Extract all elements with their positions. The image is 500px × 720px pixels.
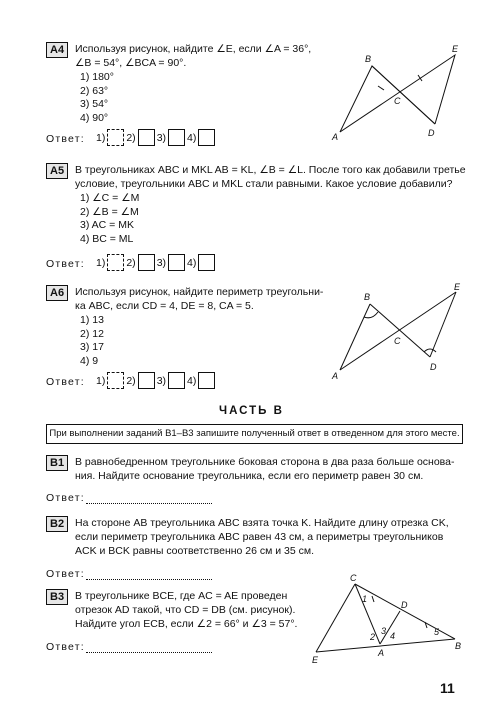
slot-label: 4) bbox=[187, 131, 197, 144]
task-a4-line2: ∠B = 54°, ∠BCA = 90°. bbox=[75, 57, 187, 69]
option: 1) ∠C = ∠M bbox=[80, 192, 140, 204]
slot-label: 1) bbox=[96, 374, 106, 387]
option: 4) 90° bbox=[80, 111, 109, 124]
vertex-label-b: B bbox=[364, 292, 371, 302]
task-b1-tag: В1 bbox=[46, 455, 68, 471]
task-a4-options bbox=[80, 71, 114, 125]
task-b3-answer-line[interactable] bbox=[86, 652, 212, 653]
slot-label: 4) bbox=[187, 256, 197, 269]
slot-label: 1) bbox=[96, 256, 106, 269]
answer-box[interactable] bbox=[107, 372, 124, 389]
option: 4) BC = ML bbox=[80, 232, 134, 245]
task-a5-text bbox=[75, 163, 475, 191]
task-a6-line1: Используя рисунок, найдите периметр треугольни- bbox=[75, 286, 324, 298]
task-b3-line3: Найдите угол ECB, если ∠2 = 66° и ∠3 = 57°. bbox=[75, 618, 298, 630]
option: 4) 9 bbox=[80, 354, 99, 367]
option: 1) 13 bbox=[80, 314, 104, 326]
task-b3-text bbox=[75, 589, 315, 631]
task-a4-answer-boxes bbox=[96, 129, 217, 146]
option: 2) 63° bbox=[80, 84, 109, 97]
angle-label: 2 bbox=[370, 632, 376, 642]
task-a4-line1: Используя рисунок, найдите ∠E, если ∠A = 36°, bbox=[75, 43, 312, 55]
task-a6-options bbox=[80, 314, 104, 368]
option: 2) ∠B = ∠M bbox=[80, 205, 139, 218]
slot-label: 4) bbox=[187, 374, 197, 387]
option: 3) 17 bbox=[80, 341, 104, 353]
option: 1) 180° bbox=[80, 71, 114, 83]
option: 2) 12 bbox=[80, 327, 104, 340]
answer-box[interactable] bbox=[138, 129, 155, 146]
answer-label: Ответ: bbox=[46, 641, 85, 653]
task-a5-tag: A5 bbox=[46, 163, 68, 179]
task-a6-answer-boxes bbox=[96, 372, 217, 389]
task-a4-tag: A4 bbox=[46, 42, 68, 58]
task-a4-text bbox=[75, 42, 335, 70]
answer-box[interactable] bbox=[198, 372, 215, 389]
angle-label: 5 bbox=[434, 627, 440, 637]
vertex-label-e: E bbox=[312, 655, 319, 665]
answer-box[interactable] bbox=[168, 129, 185, 146]
answer-label: Ответ: bbox=[46, 568, 85, 580]
angle-label: 1 bbox=[362, 594, 368, 604]
vertex-label-c: C bbox=[350, 573, 357, 583]
slot-label: 3) bbox=[156, 256, 167, 269]
task-b2-answer-line[interactable] bbox=[86, 579, 212, 580]
slot-label: 1) bbox=[96, 131, 106, 144]
vertex-label-a: A bbox=[378, 648, 385, 658]
answer-box[interactable] bbox=[198, 254, 215, 271]
task-a6-text bbox=[75, 285, 335, 313]
vertex-label-d: D bbox=[430, 362, 437, 372]
answer-box[interactable] bbox=[138, 254, 155, 271]
task-b3-line2: отрезок AD такой, что CD = DB (см. рисунок). bbox=[75, 604, 296, 616]
answer-box[interactable] bbox=[168, 372, 185, 389]
vertex-label-c: C bbox=[394, 336, 401, 346]
task-b2-tag: В2 bbox=[46, 516, 68, 532]
answer-box[interactable] bbox=[168, 254, 185, 271]
task-a6-line2: ка ABC, если CD = 4, DE = 8, CA = 5. bbox=[75, 300, 254, 312]
task-a5-line2: условие, треугольники ABC и MKL стали равными. Какое условие добавили? bbox=[75, 178, 453, 190]
answer-box[interactable] bbox=[198, 129, 215, 146]
slot-label: 2) bbox=[126, 374, 136, 387]
vertex-label-a: A bbox=[332, 132, 339, 142]
task-b1-line2: ния. Найдите основание треугольника, если его периметр равен 30 см. bbox=[75, 470, 424, 482]
task-b2-line1: На стороне AB треугольника ABC взята точка K. Найдите длину отрезка CK, bbox=[75, 517, 449, 529]
answer-label: Ответ: bbox=[46, 133, 85, 145]
vertex-label-d: D bbox=[401, 600, 408, 610]
task-a6-figure bbox=[330, 282, 470, 382]
slot-label: 2) bbox=[126, 256, 136, 269]
task-a6-tag: A6 bbox=[46, 285, 68, 301]
vertex-label-e: E bbox=[452, 44, 459, 54]
vertex-label-d: D bbox=[428, 128, 435, 138]
vertex-label-c: C bbox=[394, 96, 401, 106]
answer-box[interactable] bbox=[107, 254, 124, 271]
task-a5-line1: В треугольниках ABC и MKL AB = KL, ∠B = ∠L. После того как добавили третье bbox=[75, 164, 466, 176]
option: 3) AC = MK bbox=[80, 219, 134, 231]
answer-box[interactable] bbox=[107, 129, 124, 146]
answer-box[interactable] bbox=[138, 372, 155, 389]
task-b3-line1: В треугольнике BCE, где AC = AE проведен bbox=[75, 590, 288, 602]
answer-label: Ответ: bbox=[46, 258, 85, 270]
answer-label: Ответ: bbox=[46, 492, 85, 504]
angle-label: 4 bbox=[390, 631, 396, 641]
task-b3-figure bbox=[310, 572, 470, 667]
part-b-heading: ЧАСТЬ В bbox=[219, 405, 284, 417]
vertex-label-e: E bbox=[454, 282, 461, 292]
task-b2-line2: если периметр треугольника ABC равен 43 см, а периметры треугольников bbox=[75, 531, 444, 543]
task-a5-answer-boxes bbox=[96, 254, 217, 271]
vertex-label-b: B bbox=[365, 54, 372, 64]
task-b1-answer-line[interactable] bbox=[86, 503, 212, 504]
option: 3) 54° bbox=[80, 98, 109, 110]
vertex-label-a: A bbox=[332, 371, 339, 381]
angle-label: 3 bbox=[381, 626, 387, 636]
slot-label: 2) bbox=[126, 131, 136, 144]
task-a5-options bbox=[80, 192, 139, 246]
task-a4-figure bbox=[330, 40, 470, 145]
task-b2-text bbox=[75, 516, 475, 558]
task-b1-text bbox=[75, 455, 475, 483]
page-number: 11 bbox=[440, 680, 455, 696]
task-b1-line1: В равнобедренном треугольнике боковая сторона в два раза больше основа- bbox=[75, 456, 455, 468]
vertex-label-b: B bbox=[455, 641, 462, 651]
answer-label: Ответ: bbox=[46, 376, 85, 388]
slot-label: 3) bbox=[156, 374, 167, 387]
slot-label: 3) bbox=[156, 131, 167, 144]
task-b2-line3: ACK и BCK равны соответственно 26 см и 35 см. bbox=[75, 545, 315, 557]
task-b3-tag: В3 bbox=[46, 589, 68, 605]
part-b-instruction: При выполнении заданий В1–В3 запишите полученный ответ в отведенном для этого месте. bbox=[46, 424, 463, 444]
